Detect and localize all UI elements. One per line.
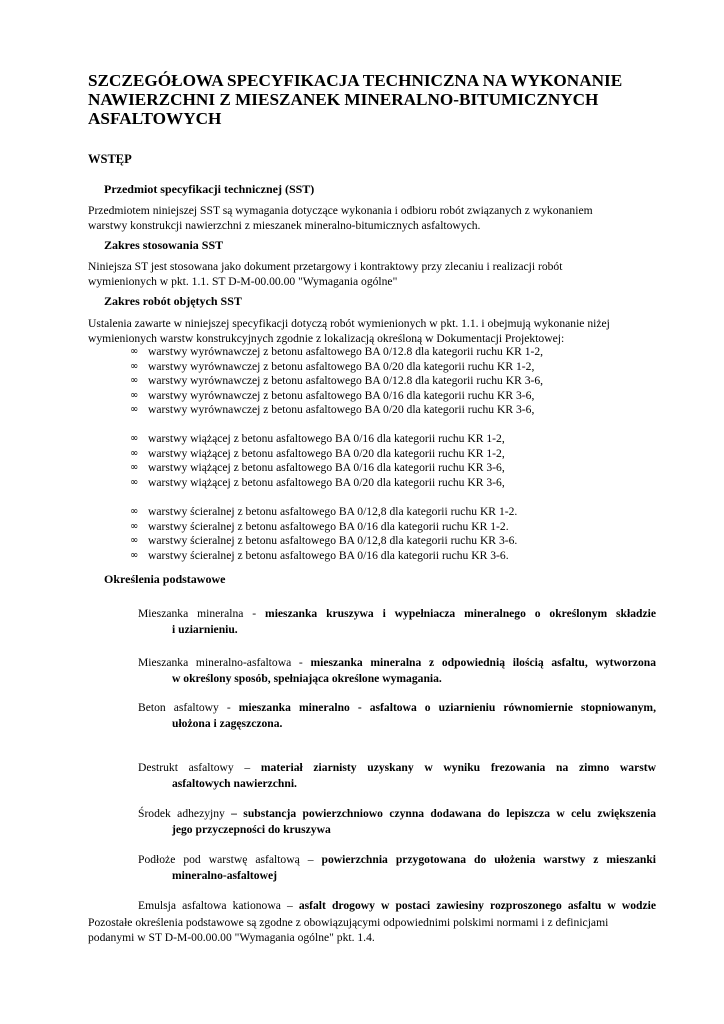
list-item: ∞ warstwy ścieralnej z betonu asfaltowego BA 0/16 dla kategorii ruchu KR 3-6. xyxy=(130,548,509,562)
definition-text-cont: mineralno-asfaltowej xyxy=(172,869,277,882)
definition-term: Mieszanka mineralno-asfaltowa - xyxy=(138,656,311,669)
definition-text-cont: w określony sposób, spełniająca określone wymagania. xyxy=(172,672,442,685)
works-heading: Zakres robót objętych SST xyxy=(104,294,242,308)
document-title xyxy=(88,71,688,128)
definition-text-cont: jego przyczepności do kruszywa xyxy=(172,823,331,836)
title-line: NAWIERZCHNI Z MIESZANEK MINERALNO-BITUMICZNYCH xyxy=(88,90,599,109)
definition-item xyxy=(138,700,656,732)
infinity-bullet-icon: ∞ xyxy=(130,506,139,517)
definition-term: Emulsja asfaltowa kationowa – xyxy=(138,899,299,912)
paragraph-line: Niniejsza ST jest stosowana jako dokument przetargowy i kontraktowy przy zlecaniu i realizacji robót xyxy=(88,260,563,273)
infinity-bullet-icon: ∞ xyxy=(130,360,139,372)
paragraph-line: wymienionych warstw konstrukcyjnych zgodnie z lokalizacją określoną w Dokumentacji Projektowej: xyxy=(88,332,565,345)
subject-paragraph xyxy=(88,203,668,233)
list-item: ∞ warstwy ścieralnej z betonu asfaltowego BA 0/12,8 dla kategorii ruchu KR 1-2. xyxy=(130,505,518,518)
definition-term: Beton asfaltowy - xyxy=(138,701,239,714)
wearing-layer-list xyxy=(130,505,517,563)
scope-heading: Zakres stosowania SST xyxy=(104,238,224,252)
list-item: ∞ warstwy wiążącej z betonu asfaltowego BA 0/20 dla kategorii ruchu KR 1-2, xyxy=(130,446,505,460)
paragraph-line: Pozostałe określenia podstawowe są zgodne z obowiązującymi odpowiednimi polskimi normami i z definicjami xyxy=(88,916,609,929)
definition-text-cont: i uziarnieniu. xyxy=(172,623,238,636)
definition-item xyxy=(138,852,656,884)
definitions-closing-paragraph xyxy=(88,915,668,945)
infinity-bullet-icon: ∞ xyxy=(130,447,139,459)
list-item: ∞ warstwy wyrównawczej z betonu asfaltowego BA 0/16 dla kategorii ruchu KR 3-6, xyxy=(130,388,535,402)
list-item: ∞ warstwy ścieralnej z betonu asfaltowego BA 0/12,8 dla kategorii ruchu KR 3-6. xyxy=(130,534,518,548)
infinity-bullet-icon: ∞ xyxy=(130,389,139,401)
list-item: ∞ warstwy wiążącej z betonu asfaltowego BA 0/20 dla kategorii ruchu KR 3-6, xyxy=(130,475,505,489)
definition-item xyxy=(138,606,656,638)
definition-text: mieszanka mineralna z odpowiednią ilością asfaltu, wytworzona xyxy=(310,656,656,669)
definition-term: Środek adhezyjny xyxy=(138,807,232,820)
infinity-bullet-icon: ∞ xyxy=(130,476,139,488)
definition-term: Mieszanka mineralna - xyxy=(138,607,266,620)
list-item: ∞ warstwy ścieralnej z betonu asfaltowego BA 0/16 dla kategorii ruchu KR 1-2. xyxy=(130,519,509,533)
definition-text: mieszanka kruszywa i wypełniacza mineralnego o określonym składzie xyxy=(265,607,656,620)
infinity-bullet-icon: ∞ xyxy=(130,535,139,547)
definition-item xyxy=(138,898,656,914)
works-paragraph xyxy=(88,316,668,346)
definition-text: – substancja powierzchniowo czynna dodawana do lepiszcza w celu zwiększenia xyxy=(231,807,656,820)
definition-item xyxy=(138,760,656,792)
list-item: ∞ warstwy wiążącej z betonu asfaltowego BA 0/16 dla kategorii ruchu KR 3-6, xyxy=(130,461,505,475)
infinity-bullet-icon: ∞ xyxy=(130,346,139,357)
title-line: SZCZEGÓŁOWA SPECYFIKACJA TECHNICZNA NA WYKONANIE xyxy=(88,71,623,90)
infinity-bullet-icon: ∞ xyxy=(130,520,139,532)
scope-paragraph xyxy=(88,259,668,289)
infinity-bullet-icon: ∞ xyxy=(130,433,139,444)
paragraph-line: Ustalenia zawarte w niniejszej specyfikacji dotyczą robót wymienionych w pkt. 1.1. i obejmują wykonanie niżej xyxy=(88,317,610,330)
definition-text: asfalt drogowy w postaci zawiesiny rozproszonego asfaltu w wodzie xyxy=(298,899,656,912)
definition-text-cont: ułożona i zagęszczona. xyxy=(172,717,283,730)
definitions-heading: Określenia podstawowe xyxy=(104,572,226,586)
definition-text: materiał ziarnisty uzyskany w wyniku frezowania na zimno warstw xyxy=(260,761,656,774)
subject-heading: Przedmiot specyfikacji technicznej (SST) xyxy=(104,182,315,196)
intro-heading: WSTĘP xyxy=(88,152,132,166)
definition-text: mieszanka mineralno - asfaltowa o uziarnieniu równomiernie stopniowanym, xyxy=(238,701,656,714)
list-item: ∞ warstwy wyrównawczej z betonu asfaltowego BA 0/12.8 dla kategorii ruchu KR 1-2, xyxy=(130,345,544,358)
leveling-layer-list xyxy=(130,345,543,418)
list-item: ∞ warstwy wyrównawczej z betonu asfaltowego BA 0/12.8 dla kategorii ruchu KR 3-6, xyxy=(130,374,544,388)
paragraph-line: warstwy konstrukcji nawierzchni z mieszanek mineralno-bitumicznych asfaltowych. xyxy=(88,219,481,232)
infinity-bullet-icon: ∞ xyxy=(130,404,139,416)
list-item: ∞ warstwy wyrównawczej z betonu asfaltowego BA 0/20 dla kategorii ruchu KR 1-2, xyxy=(130,359,535,373)
paragraph-line: Przedmiotem niniejszej SST są wymagania dotyczące wykonania i odbioru robót związanych z wykonaniem xyxy=(88,204,593,217)
list-item: ∞ warstwy wiążącej z betonu asfaltowego BA 0/16 dla kategorii ruchu KR 1-2, xyxy=(130,432,505,445)
definition-text-cont: asfaltowych nawierzchni. xyxy=(172,777,297,790)
list-item: ∞ warstwy wyrównawczej z betonu asfaltowego BA 0/20 dla kategorii ruchu KR 3-6, xyxy=(130,403,535,417)
infinity-bullet-icon: ∞ xyxy=(130,375,139,387)
title-line: ASFALTOWYCH xyxy=(88,109,222,128)
infinity-bullet-icon: ∞ xyxy=(130,549,139,561)
paragraph-line: wymienionych w pkt. 1.1. ST D-M-00.00.00 "Wymagania ogólne" xyxy=(88,275,398,288)
definition-item xyxy=(138,806,656,838)
definition-term: Destrukt asfaltowy – xyxy=(138,761,261,774)
definition-term: Podłoże pod warstwę asfaltową – xyxy=(138,853,322,866)
definition-text: powierzchnia przygotowana do ułożenia warstwy z mieszanki xyxy=(321,853,656,866)
binding-layer-list xyxy=(130,432,505,490)
paragraph-line: podanymi w ST D-M-00.00.00 "Wymagania ogólne" pkt. 1.4. xyxy=(88,931,375,944)
infinity-bullet-icon: ∞ xyxy=(130,462,139,474)
definition-item xyxy=(138,655,656,687)
